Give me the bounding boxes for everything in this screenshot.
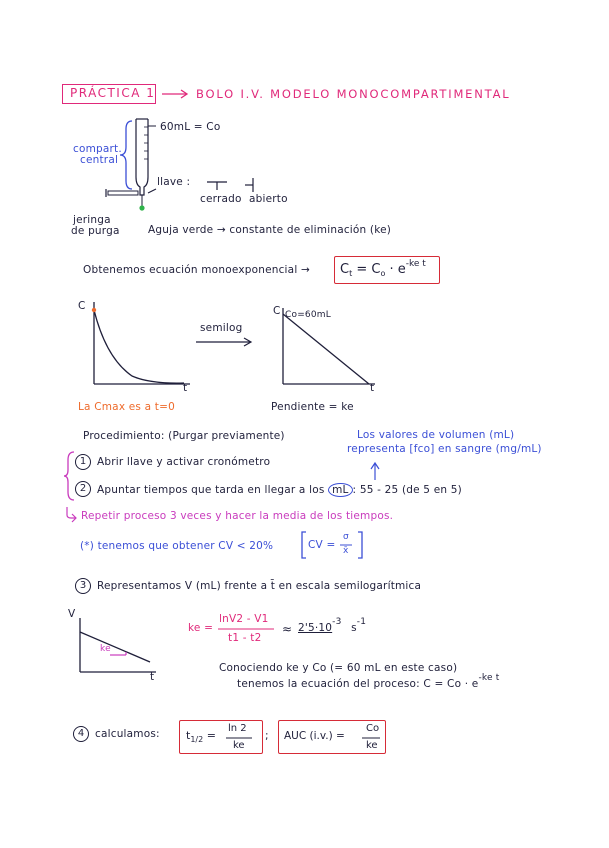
auc-numerator: Co — [366, 723, 380, 734]
thalf-formula: $t_{1/2}$ = — [186, 729, 216, 744]
volume-label: 60mL = Co — [160, 121, 221, 133]
note-arrow-icon — [370, 462, 380, 482]
step1-number: 1 — [75, 454, 91, 470]
procedure-note-1: Los valores de volumen (mL) — [357, 429, 515, 441]
jeringa-label-2: de purga — [71, 225, 120, 237]
step3-text: Representamos V (mL) frente a t̄ en escala semilogarítmica — [97, 580, 422, 592]
ke-approx: ≈ — [282, 622, 293, 636]
right-caption: Pendiente = ke — [271, 401, 354, 413]
jeringa-label-1: jeringa — [73, 214, 111, 226]
procedure-note-2: representa [fco] en sangre (mg/mL) — [347, 443, 542, 455]
left-graph-y: C — [78, 300, 86, 312]
step3-number: 3 — [75, 578, 91, 594]
semilog-label: semilog — [200, 322, 243, 334]
llave-label: llave : — [157, 176, 191, 188]
ke-value: 2'5·10-3 s-1 — [298, 617, 367, 634]
decay-graph — [88, 300, 198, 392]
repeat-arrow-icon — [64, 506, 78, 522]
steps-bracket — [64, 450, 76, 502]
ke-slope-label: ke — [100, 644, 111, 654]
title-subtitle: BOLO I.V. MODELO MONOCOMPARTIMENTAL — [196, 87, 511, 101]
thalf-denominator: ke — [233, 740, 245, 751]
cv-text: (*) tenemos que obtener CV < 20% — [80, 540, 274, 552]
formula-ct: $C_t = C_o \cdot e^{-ke t}$ — [340, 259, 426, 278]
equation-text: Obtenemos ecuación monoexponencial → — [83, 264, 310, 276]
cv-numerator: σ — [343, 532, 349, 542]
auc-denominator: ke — [366, 740, 378, 751]
step2-ml: mL — [328, 483, 352, 497]
compart-label-2: central — [80, 154, 119, 166]
step1-text: Abrir llave y activar cronómetro — [97, 456, 271, 468]
title-label: PRÁCTICA 1 — [70, 86, 156, 100]
left-caption: La Cmax es a t=0 — [78, 401, 176, 413]
burette-diagram — [60, 115, 170, 220]
procedure-heading: Procedimiento: (Purgar previamente) — [83, 430, 285, 442]
semilog-arrow-icon — [196, 336, 256, 348]
ke-fraction-line — [218, 627, 278, 631]
step4-number: 4 — [73, 726, 89, 742]
left-graph-x: t — [183, 382, 188, 394]
auc-formula: AUC (i.v.) = — [284, 730, 345, 742]
step4-separator: ; — [265, 730, 269, 742]
compart-label-1: compart. — [73, 143, 122, 155]
title-arrow-icon — [162, 88, 190, 100]
abierto-label: abierto — [249, 193, 288, 205]
repeat-text: Repetir proceso 3 veces y hacer la media de los tiempos. — [81, 510, 394, 522]
ke-eq-left: ke = — [188, 622, 214, 634]
step2-number: 2 — [75, 481, 91, 497]
step4-text: calculamos: — [95, 728, 160, 740]
know-line-2: tenemos la ecuación del proceso: C = Co · e-ke t — [237, 673, 500, 690]
step2-text — [97, 483, 462, 497]
right-graph-top-label: Co=60mL — [285, 310, 331, 320]
know-line-1: Conociendo ke y Co (= 60 mL en este caso) — [219, 662, 458, 674]
step2-text-a: Apuntar tiempos que tarda en llegar a los — [97, 484, 325, 496]
thalf-numerator: ln 2 — [228, 723, 247, 734]
aguja-label: Aguja verde → constante de eliminación (ke) — [148, 224, 392, 236]
cv-formula-left: CV = — [308, 539, 336, 551]
cerrado-label: cerrado — [200, 193, 242, 205]
ke-graph-y: V — [68, 608, 76, 620]
ke-eq-num: lnV2 - V1 — [219, 613, 269, 625]
ke-graph-x: t — [150, 671, 155, 683]
llave-symbols — [205, 178, 265, 194]
cv-denominator: x̄ — [343, 546, 349, 556]
step2-text-b: : 55 - 25 (de 5 en 5) — [352, 484, 462, 496]
ke-eq-den: t1 - t2 — [228, 632, 262, 644]
right-graph-y: C — [273, 305, 281, 317]
right-graph-x: t — [370, 382, 375, 394]
